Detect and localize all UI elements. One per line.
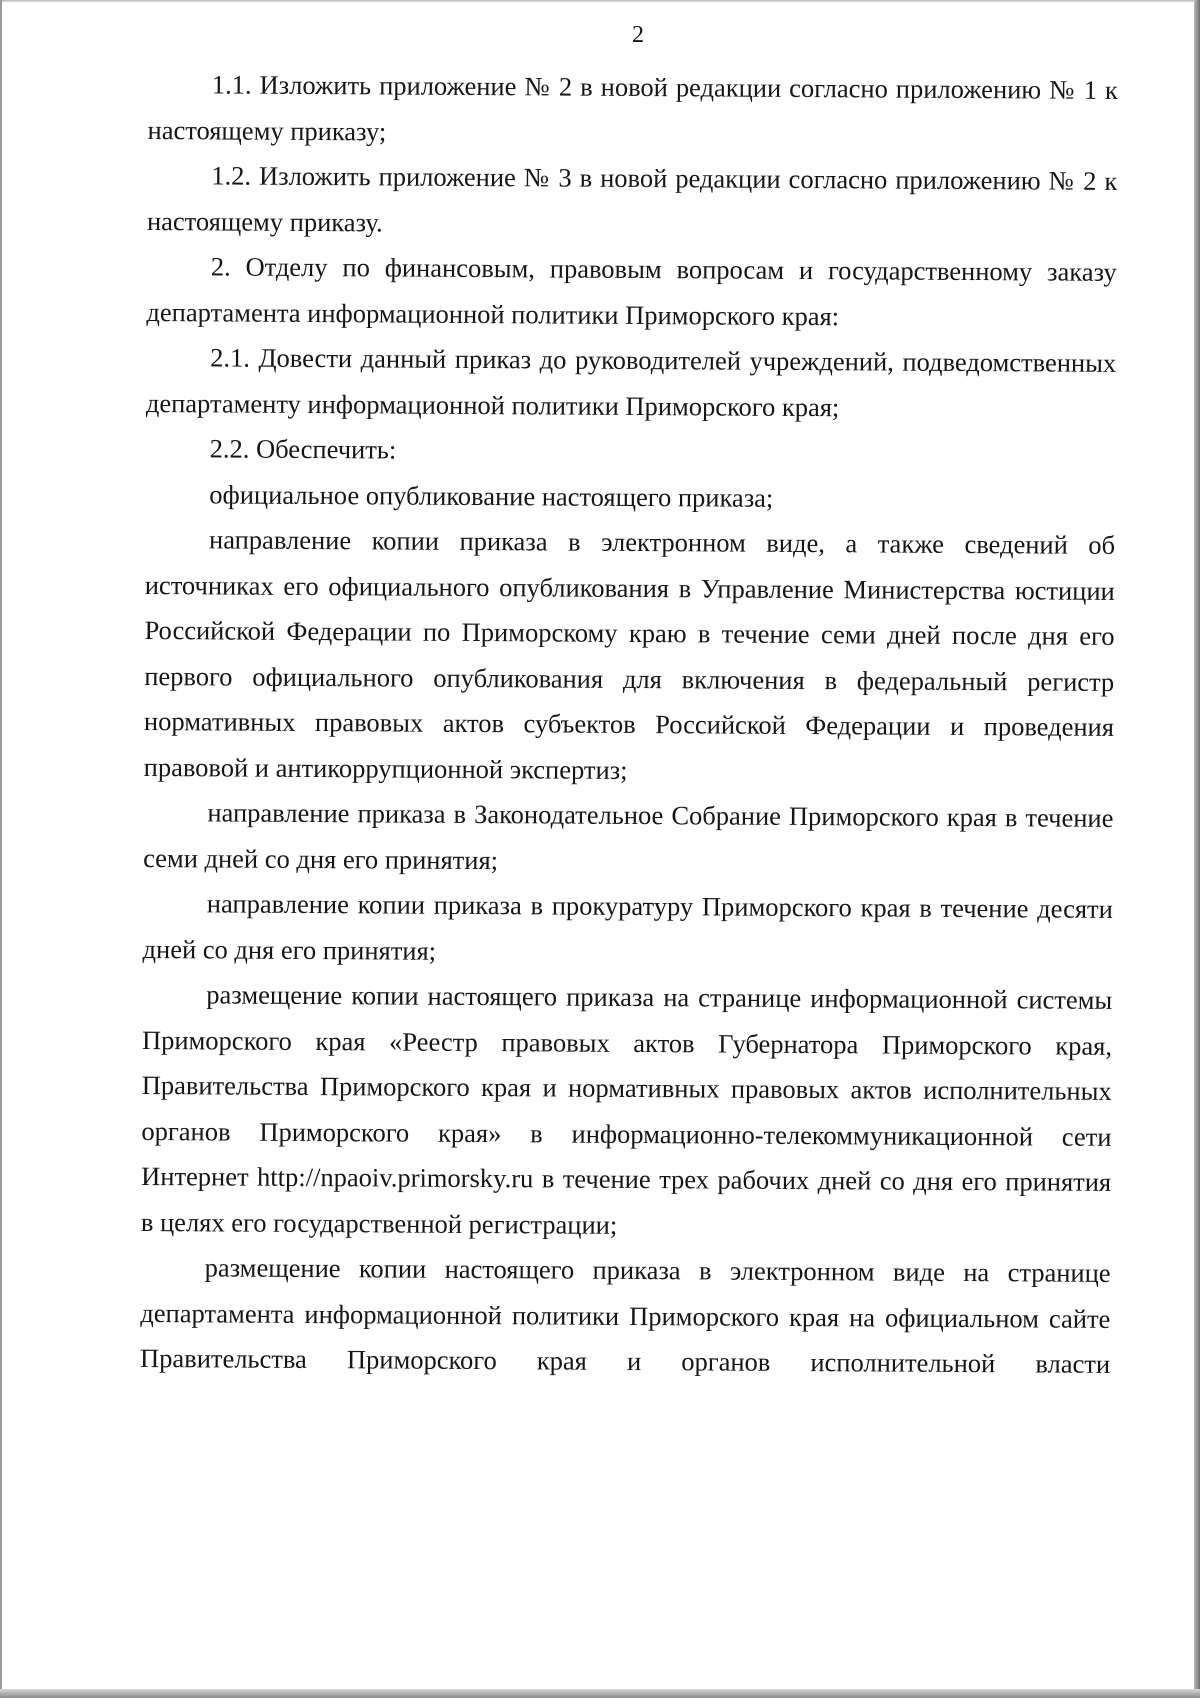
paragraph-1-2: 1.2. Изложить приложение № 3 в новой редакции согласно приложению № 2 к настоящему приказу. (146, 160, 1118, 237)
paragraph-prosecutor-office: направление копии приказа в прокуратуру Приморского края в течение десяти дней со дня его принятия; (142, 888, 1113, 966)
document-body (140, 62, 1118, 1387)
paragraph-2-1: 2.1. Довести данный приказ до руководителей учреждений, подведомственных департаменту информационной политики Приморского края; (145, 342, 1117, 422)
paragraph-2-2: 2.2. Обеспечить: (209, 433, 397, 465)
paragraph-official-publication: официальное опубликование настоящего приказа; (209, 478, 774, 513)
scan-top-edge (0, 0, 1200, 3)
paragraph-website-placement: размещение копии настоящего приказа в электронном виде на странице департамента информационной политики Приморского края на официальном сайте Правительства Приморского края и органов исполнительной власти (139, 1252, 1111, 1379)
paragraph-1-1: 1.1. Изложить приложение № 2 в новой редакции согласно приложению № 1 к настоящему приказу; (147, 69, 1118, 146)
page-number: 2 (632, 22, 644, 48)
paragraph-2: 2. Отделу по финансовым, правовым вопросам и государственному заказу департамента информационной политики Приморского края: (146, 251, 1117, 331)
paragraph-ministry-of-justice: направление копии приказа в электронном виде, а также сведений об источниках его официального опубликования в Управление Министерства юстиции Российской Федерации по Приморскому краю в течение семи дней после дня его первого официального опубликования для включения в федеральный регистр нормативных правовых актов субъектов Российской Федерации и проведения правовой и антикоррупционной экспертиз; (143, 524, 1116, 785)
scan-left-edge (0, 0, 2, 1698)
paragraph-legislative-assembly: направление приказа в Законодательное Собрание Приморского края в течение семи дней со дня его принятия; (143, 797, 1114, 875)
scan-bottom-edge (0, 1689, 1200, 1698)
paragraph-registry-placement: размещение копии настоящего приказа на странице информационной системы Приморского края «Реестр правовых актов Губернатора Приморского края, Правительства Приморского края и нормативных правовых актов исполнительных органов Приморского края» в информационно-телекоммуникационной сети Интернет http://npaoiv.primorsky.ru в течение трех рабочих дней со дня его принятия в целях его государственной регистрации; (140, 979, 1113, 1240)
scan-right-edge (1194, 0, 1200, 1698)
